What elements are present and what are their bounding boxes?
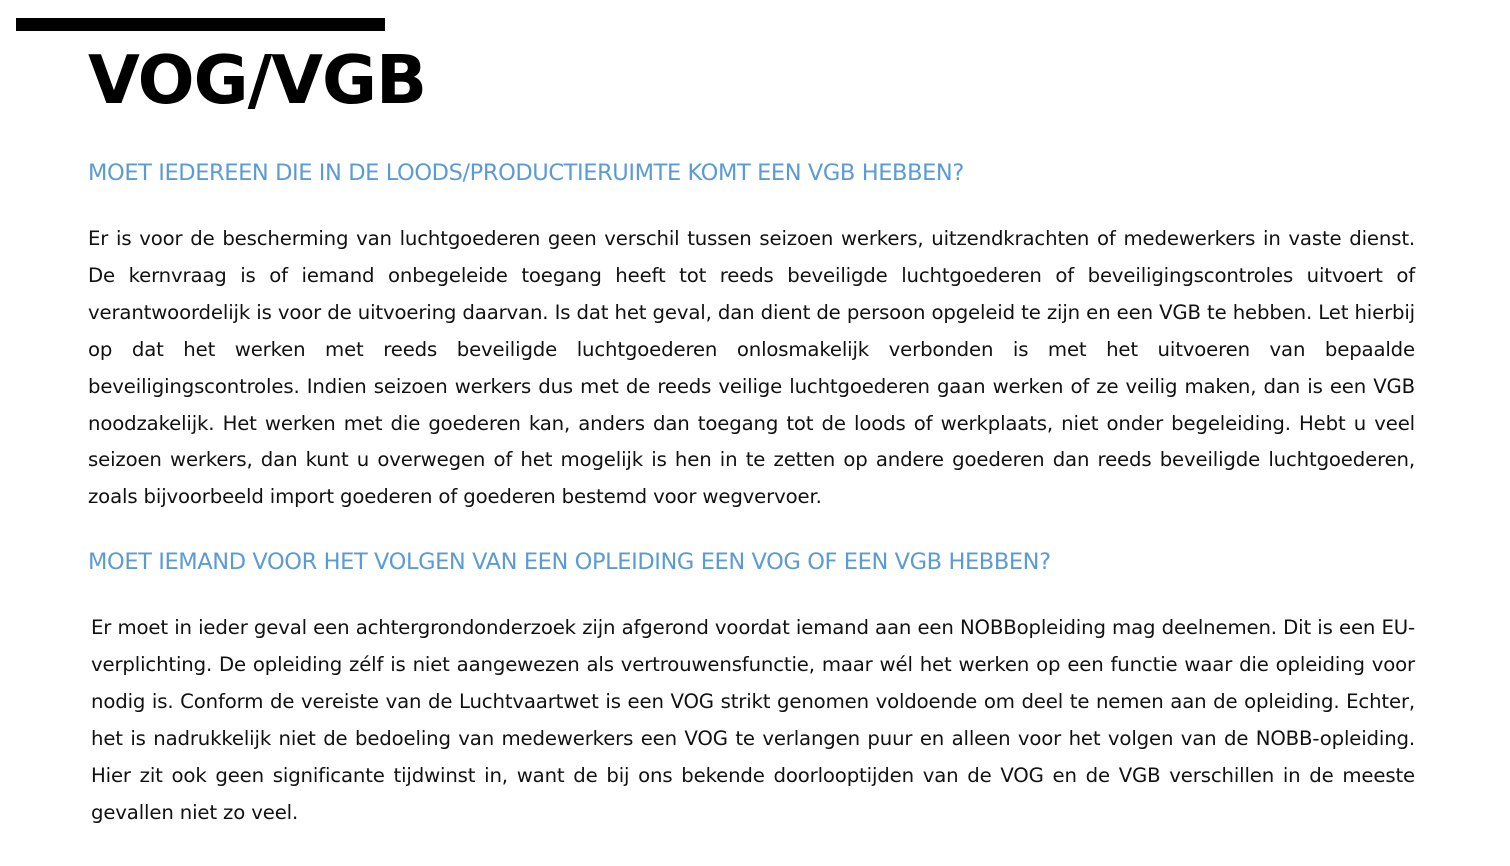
section-paragraph-2: Er moet in ieder geval een achtergrondonderzoek zijn afgerond voordat iemand aan een NOBBopleiding mag deelnemen. Dit is een EU-verplichting. De opleiding zélf is niet aangewezen als vertrouwensfunctie, maar wél het werken op een functie waar die opleiding voor nodig is. Conform de vereiste van de Luchtvaartwet is een VOG strikt genomen voldoende om deel te nemen aan de opleiding. Echter, het is nadrukkelijk niet de bedoeling van medewerkers een VOG te verlangen puur en alleen voor het volgen van de NOBB-opleiding. Hier zit ook geen significante tijdwinst in, want de bij ons bekende doorlooptijden van de VOG en de VGB verschillen in de meeste gevallen niet zo veel. xyxy=(91,616,1415,824)
page-title: VOG/VGB xyxy=(88,41,427,119)
section-heading-1: MOET IEDEREEN DIE IN DE LOODS/PRODUCTIERUIMTE KOMT EEN VGB HEBBEN? xyxy=(88,160,964,186)
title-accent-bar xyxy=(16,18,385,31)
section-heading-2: MOET IEMAND VOOR HET VOLGEN VAN EEN OPLEIDING EEN VOG OF EEN VGB HEBBEN? xyxy=(88,549,1051,575)
section-paragraph-1: Er is voor de bescherming van luchtgoederen geen verschil tussen seizoen werkers, uitzendkrachten of medewerkers in vaste dienst. De kernvraag is of iemand onbegeleide toegang heeft tot reeds beveiligde luchtgoederen of beveiligingscontroles uitvoert of verantwoordelijk is voor de uitvoering daarvan. Is dat het geval, dan dient de persoon opgeleid te zijn en een VGB te hebben. Let hierbij op dat het werken met reeds beveiligde luchtgoederen onlosmakelijk verbonden is met het uitvoeren van bepaalde beveiligingscontroles. Indien seizoen werkers dus met de reeds veilige luchtgoederen gaan werken of ze veilig maken, dan is een VGB noodzakelijk. Het werken met die goederen kan, anders dan toegang tot de loods of werkplaats, niet onder begeleiding. Hebt u veel seizoen werkers, dan kunt u overwegen of het mogelijk is hen in te zetten op andere goederen dan reeds beveiligde luchtgoederen, zoals bijvoorbeeld import goederen of goederen bestemd voor wegvervoer. xyxy=(88,227,1415,509)
